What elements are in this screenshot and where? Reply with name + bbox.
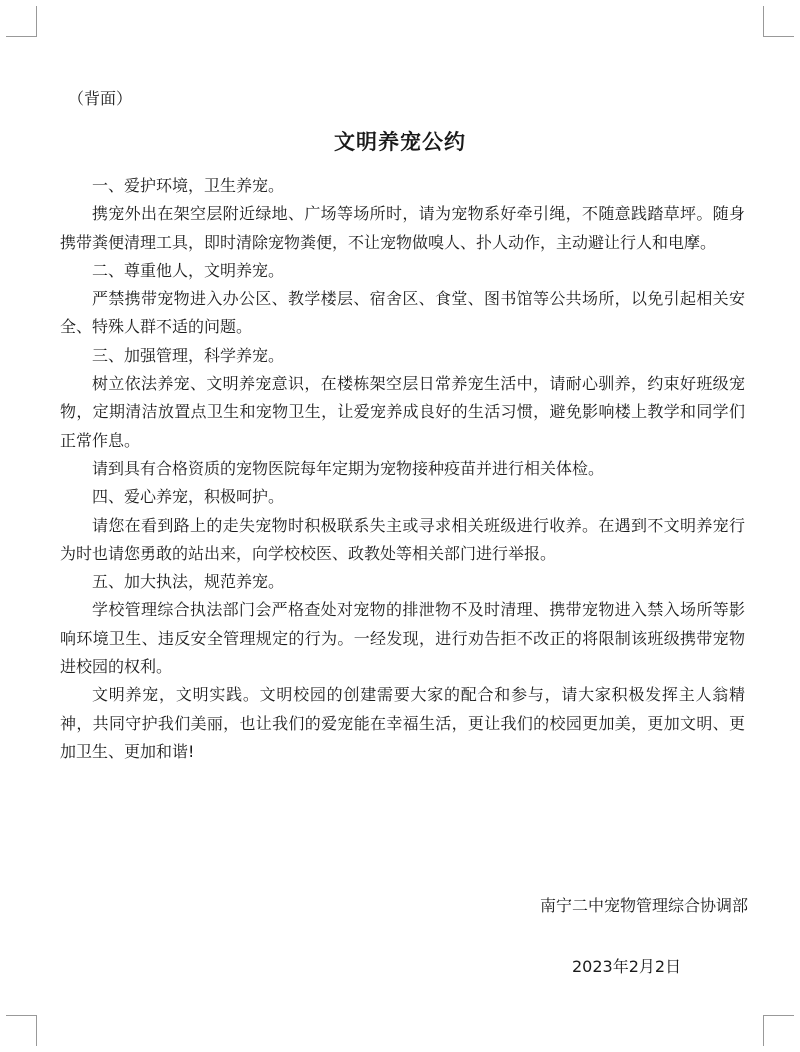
section-heading-5: 五、加大执法，规范养宠。 xyxy=(92,572,285,592)
crop-mark-bottom-left xyxy=(6,1015,37,1046)
section-heading-1: 一、爱护环境，卫生养宠。 xyxy=(92,176,285,195)
document-body xyxy=(60,172,745,766)
signer: 南宁二中宠物管理综合协调部 xyxy=(539,896,748,915)
document-title: 文明养宠公约 xyxy=(334,130,466,154)
section-heading-2: 二、尊重他人，文明养宠。 xyxy=(92,260,285,280)
paragraph: 严禁携带宠物进入办公区、教学楼层、宿舍区、食堂、图书馆等公共场所，以免引起相关安全、特殊人群不适的问题。 xyxy=(60,289,745,337)
paragraph: 携宠外出在架空层附近绿地、广场等场所时，请为宠物系好牵引绳，不随意践踏草坪。随身携带粪便清理工具，即时清除宠物粪便，不让宠物做嗅人、扑人动作，主动避让行人和电摩。 xyxy=(60,204,745,252)
document-date: 2023年2月2日 xyxy=(572,957,682,976)
crop-mark-top-right xyxy=(763,6,794,37)
section-heading-4: 四、爱心养宠，积极呵护。 xyxy=(92,487,285,507)
closing-paragraph: 文明养宠，文明实践。文明校园的创建需要大家的配合和参与，请大家积极发挥主人翁精神，共同守护我们美丽，也让我们的爱宠能在幸福生活，更让我们的校园更加美，更加文明、更加卫生、更加和谐! xyxy=(60,685,745,761)
crop-mark-top-left xyxy=(6,6,37,37)
paragraph: 学校管理综合执法部门会严格查处对宠物的排泄物不及时清理、携带宠物进入禁入场所等影响环境卫生、违反安全管理规定的行为。一经发现，进行劝告拒不改正的将限制该班级携带宠物进校园的权利。 xyxy=(60,600,745,677)
paragraph: 树立依法养宠、文明养宠意识，在楼栋架空层日常养宠生活中，请耐心驯养，约束好班级宠物，定期清洁放置点卫生和宠物卫生，让爱宠养成良好的生活习惯，避免影响楼上教学和同学们正常作息。 xyxy=(60,374,745,450)
section-heading-3: 三、加强管理，科学养宠。 xyxy=(92,345,285,365)
crop-mark-bottom-right xyxy=(763,1015,794,1046)
paragraph: 请您在看到路上的走失宠物时积极联系失主或寻求相关班级进行收养。在遇到不文明养宠行为时也请您勇敢的站出来，向学校校医、政教处等相关部门进行举报。 xyxy=(60,515,745,563)
page-side-label: （背面） xyxy=(68,89,133,108)
paragraph: 请到具有合格资质的宠物医院每年定期为宠物接种疫苗并进行相关体检。 xyxy=(92,458,605,478)
